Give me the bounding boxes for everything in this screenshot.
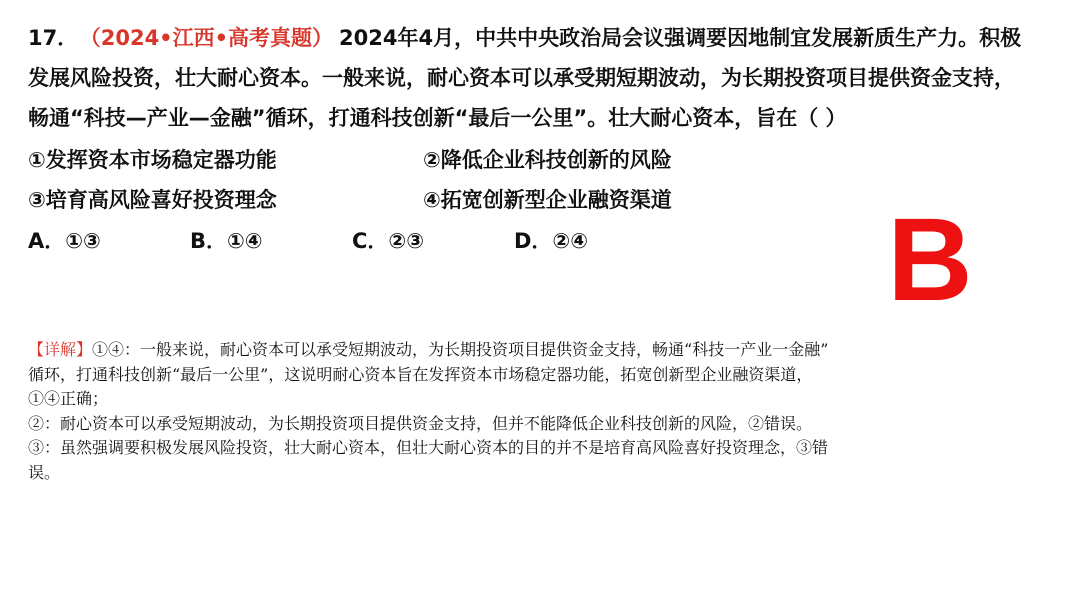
choice-d: D．②④	[514, 229, 588, 253]
explanation-line-1	[28, 338, 1058, 363]
choice-c: C．②③	[352, 229, 424, 253]
options-row-1	[28, 140, 928, 180]
question-number: 17．	[28, 26, 79, 50]
choice-a: A．①③	[28, 229, 101, 253]
question-source: （2024•江西•高考真题）	[90, 26, 334, 50]
explanation-line-5: ③：虽然强调要积极发展风险投资，壮大耐心资本，但壮大耐心资本的目的并不是培育高风险喜好投资理念，③错	[28, 438, 829, 457]
question-stem-3: 畅通“科技—产业—金融”循环，打通科技创新“最后一公里”。壮大耐心资本，旨在（ ）	[28, 106, 847, 130]
question-line-2	[28, 58, 1058, 98]
explanation-tag: 【详解】	[28, 340, 93, 359]
question-line-3	[28, 98, 1058, 138]
option-1: ①发挥资本市场稳定器功能	[28, 148, 277, 172]
option-3: ③培育高风险喜好投资理念	[28, 188, 277, 212]
explanation-line-2: 循环，打通科技创新“最后一公里”，这说明耐心资本旨在发挥资本市场稳定器功能，拓宽创新型企业融资渠道，	[28, 364, 813, 384]
options-row-2	[28, 180, 928, 220]
choice-b: B．①④	[190, 229, 263, 253]
answer-letter: B	[887, 194, 973, 326]
question-block	[28, 18, 1058, 138]
choices-row	[28, 221, 676, 261]
explanation-line-4: ②：耐心资本可以承受短期波动，为长期投资项目提供资金支持，但并不能降低企业科技创新的风险，②错误。	[28, 413, 813, 433]
question-stem-2: 发展风险投资，壮大耐心资本。一般来说，耐心资本可以承受期短期波动，为长期投资项目提供资金支持，	[28, 66, 1015, 90]
option-4: ④拓宽创新型企业融资渠道	[423, 188, 672, 212]
explanation-line-6: 误。	[28, 462, 61, 482]
option-2: ②降低企业科技创新的风险	[423, 148, 672, 172]
explanation-line-3: ①④正确；	[28, 389, 109, 408]
explanation-block	[28, 338, 1058, 485]
question-stem-1: 2024年4月，中共中央政治局会议强调要因地制宜发展新质生产力。积极	[339, 26, 1022, 50]
options-block	[28, 140, 928, 220]
question-line-1	[28, 18, 1058, 58]
explanation-text-1: ①④：一般来说，耐心资本可以承受短期波动，为长期投资项目提供资金支持，畅通“科技一产业一金融”	[92, 340, 829, 359]
